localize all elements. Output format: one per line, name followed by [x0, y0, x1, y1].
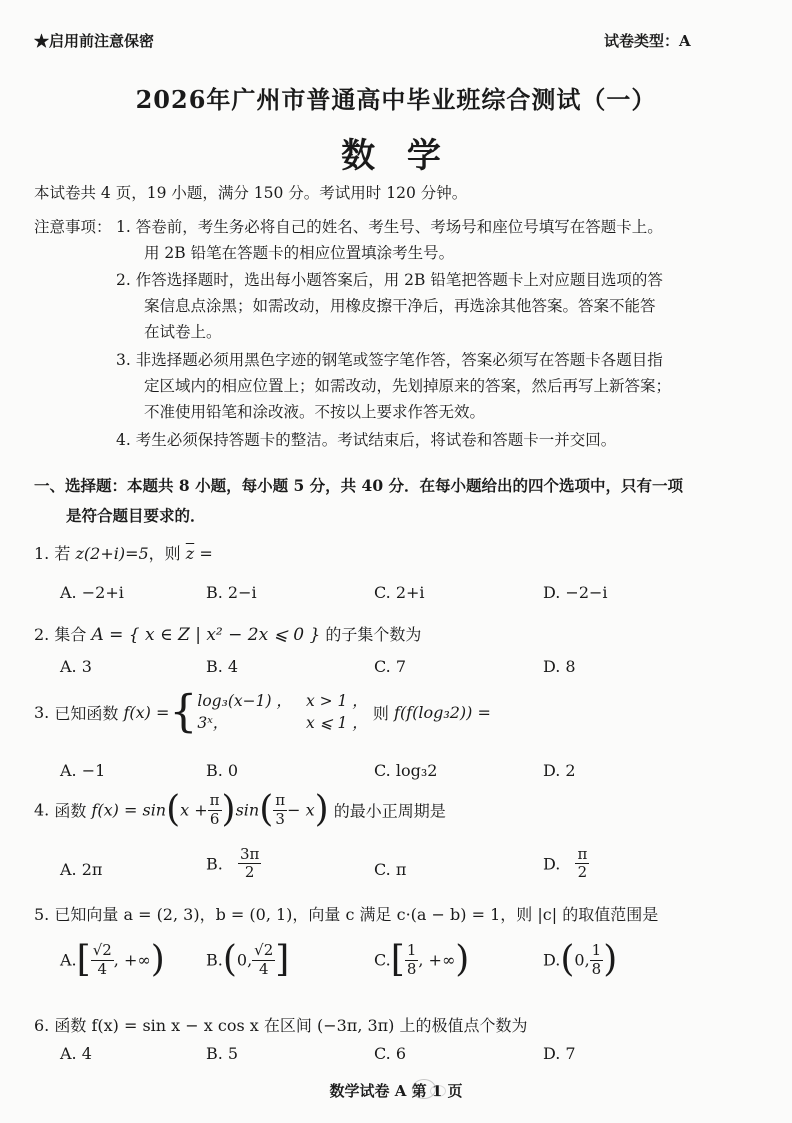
- q1-number: 1.: [34, 544, 50, 563]
- q4-frac-1-num: π: [209, 791, 220, 810]
- q4-post: 的最小正周期是: [333, 801, 446, 821]
- q4-x: x +: [180, 800, 208, 820]
- q1-zbar: $\overline{z}$: [185, 544, 195, 563]
- q3-piece-1: log₃(x−1) ，: [197, 692, 292, 710]
- section-1-line-2: 是符合题目要求的．: [66, 506, 206, 525]
- exam-info: 本试卷共 4 页，19 小题，满分 150 分。考试用时 120 分钟。: [34, 184, 468, 202]
- q4-option-d-num: π: [577, 845, 588, 863]
- q4-paren-open-1: (: [166, 789, 181, 830]
- q1-option-d: D. −2−i: [543, 583, 608, 602]
- q5-option-c-frac: [405, 942, 419, 978]
- q4-frac-pi-6: [208, 792, 222, 828]
- subject-title: 数 学: [341, 136, 451, 176]
- paper-type-label: 试卷类型：A: [604, 32, 691, 50]
- q6-option-a: A. 4: [60, 1044, 92, 1063]
- q3-pieces: [197, 690, 292, 735]
- q4-option-b-den: 2: [244, 863, 255, 882]
- notes-label: 注意事项：: [34, 218, 112, 236]
- q2-option-d: D. 8: [543, 657, 576, 676]
- section-1-line-1: 一、选择题：本题共 8 小题，每小题 5 分，共 40 分．在每小题给出的四个选项中，只有一项: [34, 476, 684, 495]
- q5-option-b: [206, 939, 290, 980]
- q4-frac-2-den: 3: [275, 809, 285, 828]
- question-2: [34, 622, 421, 645]
- q1-option-b: B. 2−i: [206, 583, 257, 602]
- q2-option-c: C. 7: [374, 657, 407, 676]
- q2-set: A = { x ∈ Z | x² − 2x ⩽ 0 }: [91, 625, 321, 645]
- q5-option-d-pre: 0,: [574, 950, 590, 970]
- q4-option-b-num: 3π: [239, 845, 260, 863]
- q1-post: =: [199, 544, 213, 563]
- watermark-mark-small: [430, 1085, 446, 1097]
- q5-option-b-pre: 0,: [236, 950, 253, 970]
- q5-b-bracket-close: ]: [275, 939, 290, 980]
- q5-c-paren-close: ): [455, 939, 470, 980]
- q5-option-b-den: 4: [258, 959, 269, 978]
- exam-title: 2026年广州市普通高中毕业班综合测试（一）: [135, 85, 657, 114]
- question-5: [34, 902, 658, 925]
- q5-option-c-den: 8: [406, 959, 417, 978]
- q4-option-a: A. 2π: [60, 860, 103, 879]
- q3-brace: {: [169, 686, 198, 738]
- q5-option-b-num: √2: [254, 941, 274, 960]
- note-2-line-3: 在试卷上。: [144, 323, 222, 341]
- q3-option-b: B. 0: [206, 761, 239, 780]
- q5-option-d: [543, 939, 618, 980]
- q6-number: 6.: [34, 1016, 50, 1035]
- q1-pre: 若: [54, 544, 71, 563]
- q2-option-a: A. 3: [60, 657, 92, 676]
- q5-option-a-rest: , +∞: [113, 950, 151, 970]
- q5-option-c-num: 1: [406, 941, 417, 960]
- q3-piece-2: 3ˣ，: [197, 714, 229, 733]
- page-footer: 数学试卷 A 第 1 页: [329, 1082, 463, 1100]
- q5-option-d-label: D.: [543, 950, 561, 970]
- q5-d-paren-open: (: [560, 939, 575, 980]
- q5-option-a-num: √2: [92, 941, 112, 960]
- q3-fx: f(x) =: [123, 702, 170, 722]
- q1-option-c: C. 2+i: [374, 583, 425, 602]
- q4-f1: f(x) = sin: [91, 800, 167, 820]
- q1-mid: ，则: [148, 544, 181, 563]
- question-3: [34, 686, 491, 738]
- q1-expr: z(2+i)=5: [75, 544, 149, 563]
- q5-b-paren-open: (: [222, 939, 237, 980]
- q4-option-c: C. π: [374, 860, 407, 879]
- q3-pre: 已知函数: [54, 703, 119, 723]
- note-3-line-3: 不准使用铅笔和涂改液。不按以上要求作答无效。: [144, 403, 486, 421]
- q5-option-c-rest: , +∞: [418, 950, 456, 970]
- q4-option-d-den: 2: [577, 863, 588, 882]
- q5-option-a-den: 4: [97, 959, 108, 978]
- q5-option-a: [60, 939, 165, 980]
- q4-pre: 函数: [54, 801, 87, 821]
- q3-option-d: D. 2: [543, 761, 576, 780]
- q4-option-d-frac: [575, 846, 589, 882]
- q3-cond-2: x ⩽ 1 ，: [305, 714, 368, 733]
- q4-frac-2-num: π: [275, 791, 286, 810]
- q5-option-b-label: B.: [206, 950, 223, 970]
- q4-number: 4.: [34, 800, 50, 820]
- q3-mid: 则: [372, 703, 389, 723]
- q6-stem: 函数 f(x) = sin x − x cos x 在区间 (−3π, 3π) 上的极值点个数为: [54, 1016, 528, 1035]
- note-3-line-1: 3. 非选择题必须用黑色字迹的钢笔或签字笔作答，答案必须写在答题卡各题目指: [116, 351, 663, 369]
- q3-conditions: [306, 690, 368, 735]
- q6-option-b: B. 5: [206, 1044, 239, 1063]
- q2-post: 的子集个数为: [325, 625, 422, 644]
- q5-option-d-frac: [590, 942, 604, 978]
- q4-option-b-frac: [238, 846, 261, 882]
- q1-option-a: A. −2+i: [60, 583, 124, 602]
- q6-option-d: D. 7: [543, 1044, 576, 1063]
- q5-option-c: [374, 939, 470, 980]
- note-2-line-1: 2. 作答选择题时，选出每小题答案后，用 2B 铅笔把答题卡上对应题目选项的答: [116, 271, 663, 289]
- q6-option-c: C. 6: [374, 1044, 407, 1063]
- q5-option-a-label: A.: [60, 950, 77, 970]
- q5-option-a-frac: [91, 942, 114, 978]
- q3-cond-1: x > 1 ，: [305, 692, 368, 710]
- q5-option-d-num: 1: [591, 941, 602, 960]
- q4-option-d-label: D.: [543, 854, 561, 874]
- question-1: [34, 541, 213, 564]
- q2-number: 2.: [34, 625, 50, 644]
- q5-option-d-den: 8: [591, 959, 602, 978]
- question-4: [34, 789, 446, 830]
- q5-c-bracket-open: [: [390, 939, 405, 980]
- q5-a-paren-close: ): [150, 939, 165, 980]
- q4-paren-open-2: (: [259, 789, 274, 830]
- q5-stem: 已知向量 a = (2, 3)，b = (0, 1)，向量 c 满足 c·(a − b) = 1，则 |c| 的取值范围是: [54, 905, 659, 924]
- q4-option-b: [206, 846, 261, 882]
- q4-frac-1-den: 6: [209, 809, 220, 828]
- q5-number: 5.: [34, 905, 50, 924]
- note-1-line-1: 1. 答卷前，考生务必将自己的姓名、考生号、考场号和座位号填写在答题卡上。: [116, 218, 663, 236]
- note-2-line-2: 案信息点涂黑；如需改动，用橡皮擦干净后，再选涂其他答案。答案不能答: [144, 297, 656, 315]
- q5-d-paren-close: ): [603, 939, 618, 980]
- q4-option-b-label: B.: [206, 854, 223, 874]
- q4-paren-close-2: ): [314, 789, 329, 830]
- q5-a-bracket-open: [: [76, 939, 91, 980]
- q3-option-c: C. log₃2: [374, 761, 438, 780]
- q4-option-d: [543, 846, 589, 882]
- q4-paren-close-1: ): [221, 789, 236, 830]
- question-6: [34, 1013, 528, 1036]
- q3-ask: f(f(log₃2)) =: [394, 702, 491, 722]
- q2-option-b: B. 4: [206, 657, 239, 676]
- q3-number: 3.: [34, 702, 50, 722]
- q4-minus-x: − x: [287, 800, 315, 820]
- confidential-label: ★启用前注意保密: [34, 32, 155, 50]
- note-3-line-2: 定区域内的相应位置上；如需改动，先划掉原来的答案，然后再写上新答案；: [144, 377, 672, 395]
- q3-option-a: A. −1: [60, 761, 106, 780]
- q5-option-c-label: C.: [374, 950, 391, 970]
- q4-frac-pi-3: [273, 792, 287, 828]
- q5-option-b-frac: [252, 942, 275, 978]
- note-1-line-2: 用 2B 铅笔在答题卡的相应位置填涂考生号。: [144, 244, 455, 262]
- q2-pre: 集合: [54, 625, 87, 644]
- note-4: 4. 考生必须保持答题卡的整洁。考试结束后，将试卷和答题卡一并交回。: [116, 431, 617, 449]
- q4-sin2: sin: [235, 800, 260, 820]
